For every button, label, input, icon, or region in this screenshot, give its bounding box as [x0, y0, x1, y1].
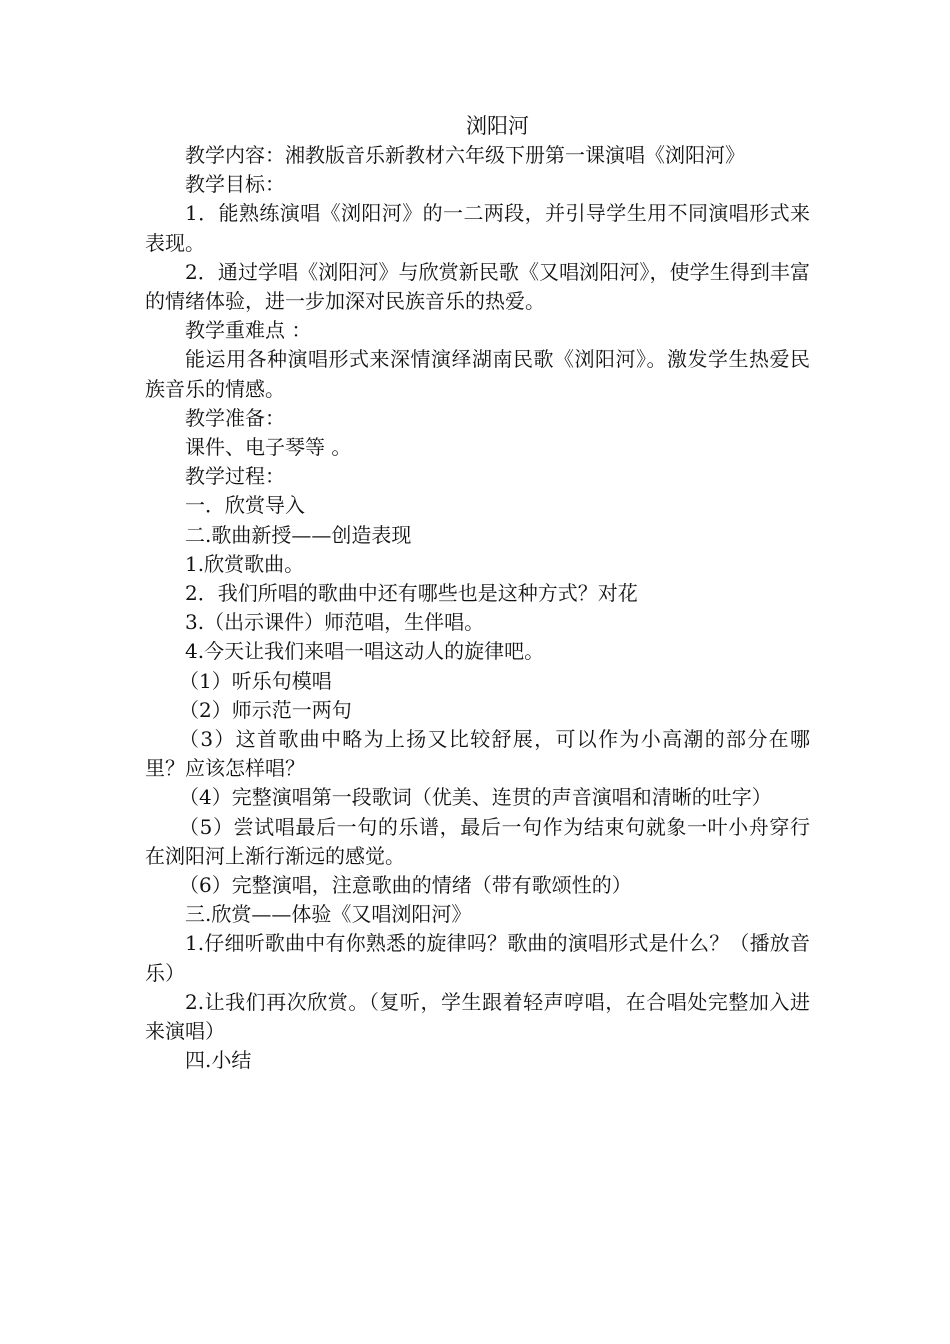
paragraph-key-points-heading: 教学重难点 ：	[185, 318, 312, 343]
document-title: 浏阳河	[466, 114, 529, 138]
paragraph-step-1: 1.欣赏歌曲。	[185, 551, 305, 576]
paragraph-step-3: 3.（出示课件）师范唱，生伴唱。	[185, 610, 485, 635]
paragraph-objective-2: 2．通过学唱《浏阳河》与欣赏新民歌《又唱浏阳河》，使学生得到丰富的情绪体验，进一步加深对民族音乐的热爱。	[145, 259, 810, 314]
paragraph-key-points: 能运用各种演唱形式来深情演绎湖南民歌《浏阳河》。激发学生热爱民族音乐的情感。	[145, 347, 810, 401]
paragraph-section-2: 二.歌曲新授——创造表现	[185, 522, 412, 547]
paragraph-substep-4: （4）完整演唱第一段歌词（优美、连贯的声音演唱和清晰的吐字）	[179, 785, 772, 810]
paragraph-substep-3: （3）这首歌曲中略为上扬又比较舒展，可以作为小高潮的部分在哪里？应该怎样唱？	[145, 727, 810, 781]
paragraph-substep-2: （2）师示范一两句	[179, 697, 352, 722]
paragraph-substep-1: （1）听乐句模唱	[179, 668, 332, 693]
paragraph-preparation-heading: 教学准备：	[185, 405, 285, 430]
document-body	[145, 112, 810, 1076]
paragraph-step-2: 2．我们所唱的歌曲中还有哪些也是这种方式？对花	[185, 581, 638, 606]
paragraph-step-4: 4.今天让我们来唱一唱这动人的旋律吧。	[185, 639, 545, 664]
paragraph-section-4: 四.小结	[185, 1048, 252, 1073]
paragraph-process-heading: 教学过程：	[185, 464, 285, 489]
paragraph-appreciation-2: 2.让我们再次欣赏。（复听，学生跟着轻声哼唱，在合唱处完整加入进来演唱）	[145, 989, 810, 1044]
paragraph-content: 教学内容：湘教版音乐新教材六年级下册第一课演唱《浏阳河》	[185, 143, 745, 167]
paragraph-section-3: 三.欣赏——体验《又唱浏阳河》	[185, 902, 472, 927]
paragraph-preparation: 课件、电子琴等 。	[185, 435, 352, 460]
paragraph-appreciation-1: 1.仔细听歌曲中有你熟悉的旋律吗？歌曲的演唱形式是什么？（播放音乐）	[145, 931, 810, 985]
paragraph-objectives-heading: 教学目标：	[185, 172, 285, 197]
paragraph-substep-5: （5）尝试唱最后一句的乐谱，最后一句作为结束句就象一叶小舟穿行在浏阳河上渐行渐远的感觉。	[145, 814, 810, 868]
paragraph-objective-1: 1．能熟练演唱《浏阳河》的一二两段，并引导学生用不同演唱形式来表现。	[145, 201, 810, 255]
paragraph-substep-6: （6）完整演唱，注意歌曲的情绪（带有歌颂性的）	[179, 873, 632, 898]
paragraph-section-1: 一．欣赏导入	[185, 493, 305, 518]
